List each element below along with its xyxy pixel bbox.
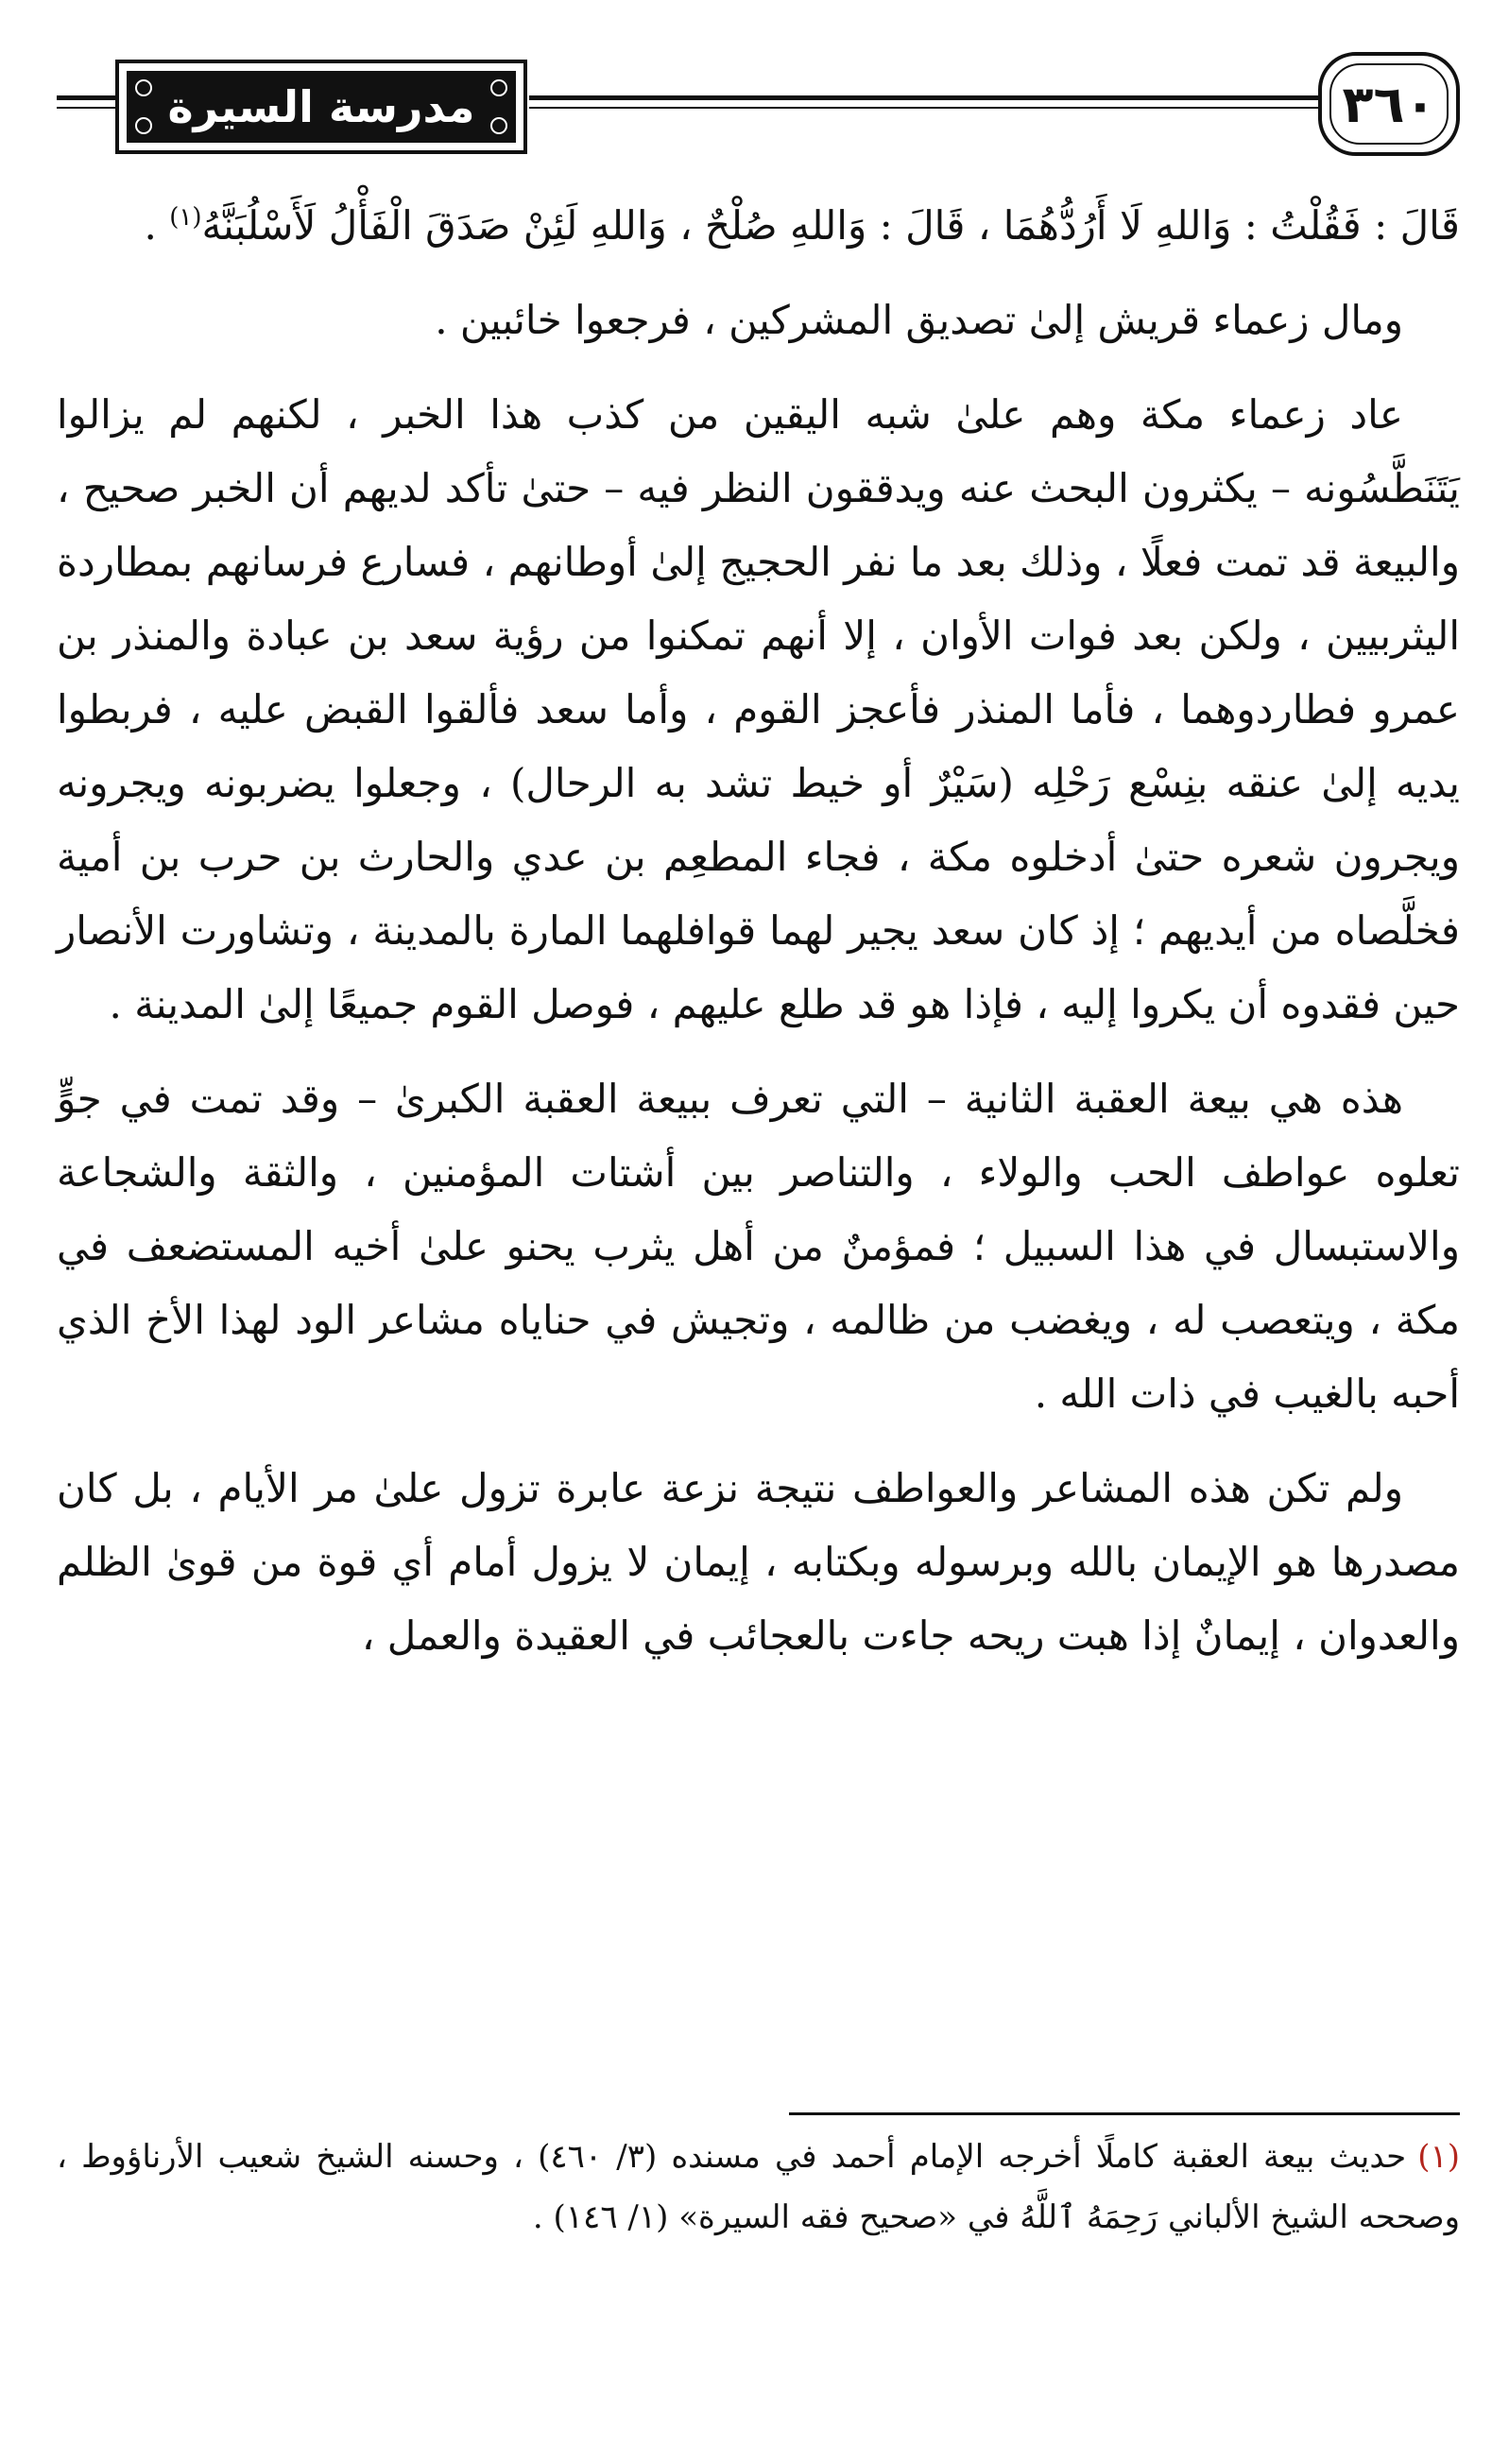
paragraph: ولم تكن هذه المشاعر والعواطف نتيجة نزعة عابرة تزول علىٰ مر الأيام ، بل كان مصدرها هو الإيمان بالله وبرسوله وبكتابه ، إيمان لا يزول أمام أي قوة من قوىٰ الظلم والعدوان ، إيمانٌ إذا هبت ريحه جاءت بالعجائب في العقيدة والعمل ، <box>57 1465 1460 1659</box>
ornament-icon <box>490 79 507 96</box>
paragraph <box>57 189 1460 263</box>
paragraph-tail: . <box>144 202 157 249</box>
header-rule <box>57 107 115 109</box>
header-rule <box>57 95 115 100</box>
paragraph: هذه هي بيعة العقبة الثانية – التي تعرف ببيعة العقبة الكبرىٰ – وقد تمت في جوٍّ تعلوه عواطف الحب والولاء ، والتناصر بين أشتات المؤمنين ، والثقة والشجاعة والاستبسال في هذا السبيل ؛ فمؤمنٌ من أهل يثرب يحنو علىٰ أخيه المستضعف في مكة ، ويتعصب له ، ويغضب من ظالمه ، وتجيش في حناياه مشاعر الود لهذا الأخ الذي أحبه بالغيب في ذات الله . <box>57 1076 1460 1417</box>
book-title-plate <box>115 60 527 154</box>
footnote-reference[interactable]: (١) <box>169 203 202 232</box>
footnote-text: حديث بيعة العقبة كاملًا أخرجه الإمام أحمد في مسنده (٣/ ٤٦٠) ، وحسنه الشيخ شعيب الأرناؤوط ، وصححه الشيخ الألباني رَحِمَهُ ٱللَّهُ في «صحيح فقه السيرة» (١/ ١٤٦) . <box>57 2138 1460 2236</box>
ornament-icon <box>135 79 152 96</box>
main-text <box>57 189 1460 1694</box>
book-title: مدرسة السيرة <box>167 81 475 132</box>
header-rule <box>529 95 1318 100</box>
paragraph: عاد زعماء مكة وهم علىٰ شبه اليقين من كذب هذا الخبر ، لكنهم لم يزالوا يَتَنَطَّسُونه – يكثرون البحث عنه ويدققون النظر فيه – حتىٰ تأكد لديهم أن الخبر صحيح ، والبيعة قد تمت فعلًا ، وذلك بعد ما نفر الحجيج إلىٰ أوطانهم ، فسارع فرسانهم بمطاردة اليثربيين ، ولكن بعد فوات الأوان ، إلا أنهم تمكنوا من رؤية سعد بن عبادة والمنذر بن عمرو فطاردوهما ، فأما المنذر فأعجز القوم ، وأما سعد فألقوا القبض عليه ، فربطوا يديه إلىٰ عنقه بنِسْع رَحْلِه (سَيْرٌ أو خيط تشد به الرحال) ، وجعلوا يضربونه ويجرونه ويجرون شعره حتىٰ أدخلوه مكة ، فجاء المطعِم بن عدي والحارث بن حرب بن أمية فخلَّصاه من أيديهم ؛ إذ كان سعد يجير لهما قوافلهما المارة بالمدينة ، وتشاورت الأنصار حين فقدوه أن يكروا إليه ، فإذا هو قد طلع عليهم ، فوصل القوم جميعًا إلىٰ المدينة . <box>57 391 1460 1027</box>
footnote <box>57 2127 1460 2248</box>
footnote-number: (١) <box>1417 2138 1460 2176</box>
page-number-plate <box>1318 52 1460 156</box>
header-rule <box>529 107 1318 109</box>
footnote-separator <box>789 2112 1460 2115</box>
book-title-plate-inner <box>127 71 516 143</box>
ornament-icon <box>490 117 507 134</box>
paragraph-text: قَالَ : فَقُلْتُ : وَاللهِ لَا أَرُدُّهُمَا ، قَالَ : وَاللهِ صُلْحٌ ، وَاللهِ لَئِنْ صَدَقَ الْفَأْلُ لَأَسْلُبَنَّهُ <box>201 202 1460 249</box>
page-number: ٣٦٠ <box>1342 74 1436 134</box>
ornament-icon <box>135 117 152 134</box>
paragraph: ومال زعماء قريش إلىٰ تصديق المشركين ، فرجعوا خائبين . <box>435 297 1403 343</box>
page-header <box>57 52 1460 156</box>
